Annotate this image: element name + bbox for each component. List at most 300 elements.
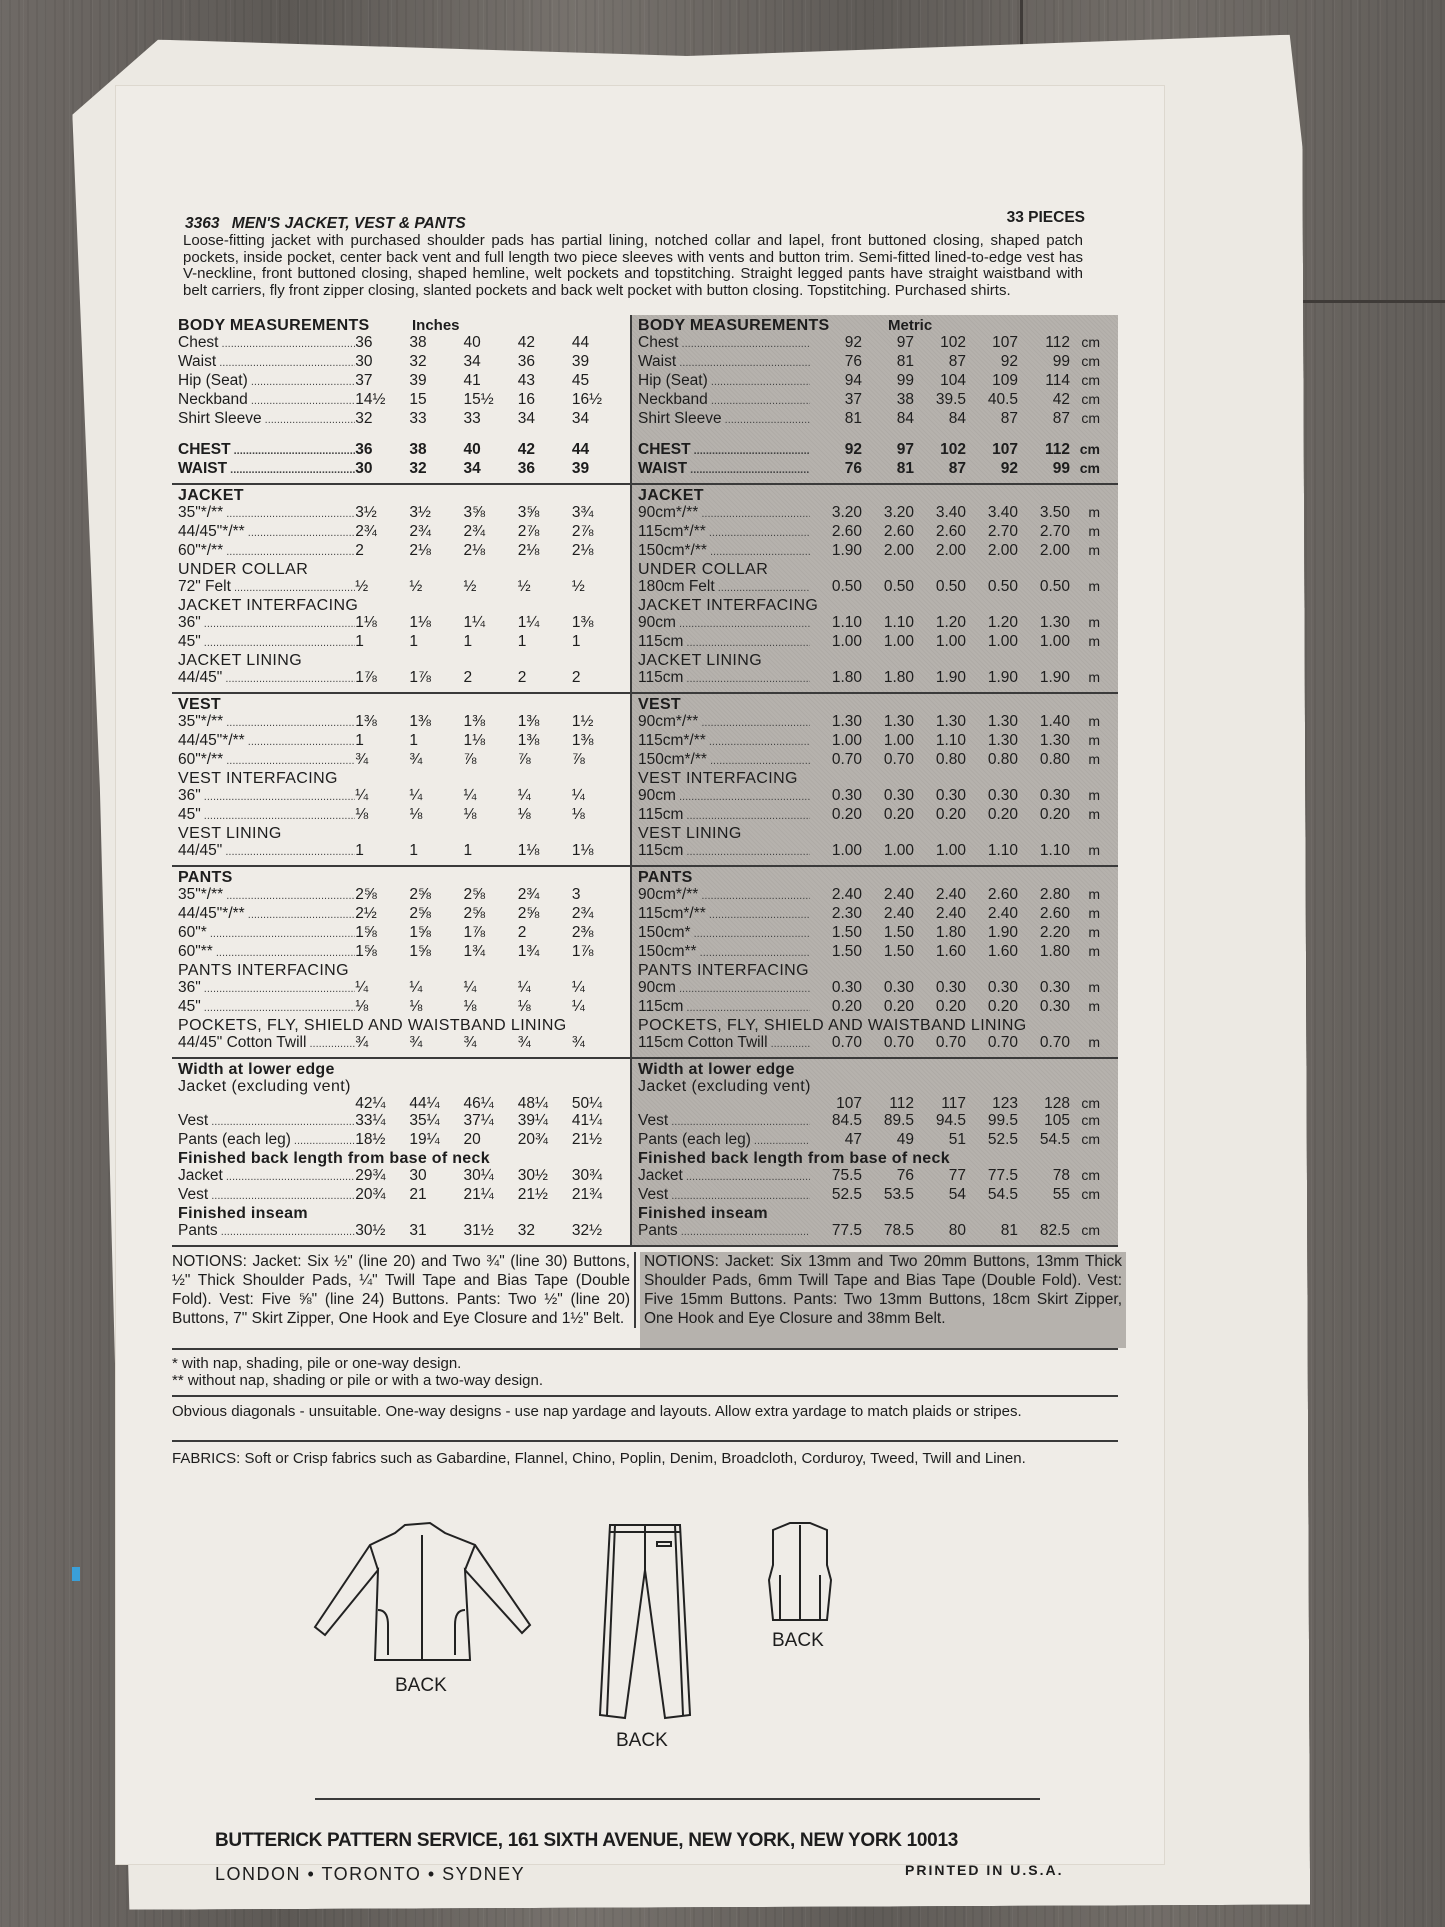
row-label: 60"*/** ..... bbox=[178, 751, 355, 770]
table-row bbox=[178, 441, 626, 460]
row-unit: m bbox=[1088, 787, 1100, 803]
row-value: 40 bbox=[463, 441, 481, 458]
table-row bbox=[178, 979, 626, 998]
row-value: 21½ bbox=[517, 1186, 548, 1203]
row-label: Vest ..... bbox=[638, 1112, 810, 1131]
row-value: 75.5 bbox=[831, 1167, 862, 1184]
row-value: 92 bbox=[1000, 460, 1018, 477]
publisher-address: BUTTERICK PATTERN SERVICE, 161 SIXTH AVENUE, NEW YORK, NEW YORK 10013 bbox=[215, 1830, 958, 1851]
row-value: 0.30 bbox=[935, 787, 966, 804]
row-value: 2⅛ bbox=[409, 542, 431, 559]
row-label: Neckband ..... bbox=[178, 391, 355, 410]
fabrics-note bbox=[172, 1450, 1118, 1467]
table-row bbox=[638, 669, 1114, 688]
row-value: 32 bbox=[355, 410, 373, 427]
row-value: 2.40 bbox=[935, 905, 966, 922]
row-label: 35"*/** ..... bbox=[178, 713, 355, 732]
row-label: 45" ..... bbox=[178, 806, 355, 825]
row-label: 44/45" ..... bbox=[178, 842, 355, 861]
row-label: 36" ..... bbox=[178, 614, 355, 633]
row-value: 2.60 bbox=[831, 523, 862, 540]
row-label: 72" Felt ..... bbox=[178, 578, 355, 597]
row-value: 2⅛ bbox=[517, 542, 540, 559]
row-value: 84 bbox=[896, 410, 914, 427]
row-value: 97 bbox=[896, 334, 914, 351]
row-label: 36" ..... bbox=[178, 787, 355, 806]
table-row bbox=[178, 542, 626, 561]
section-vest bbox=[632, 694, 1118, 867]
row-value: 34 bbox=[571, 410, 590, 427]
row-value: 3½ bbox=[355, 504, 377, 521]
table-row bbox=[638, 460, 1114, 479]
row-value: 1¾ bbox=[463, 943, 486, 960]
row-value: 1.50 bbox=[883, 924, 914, 941]
row-value: 29¾ bbox=[355, 1167, 386, 1184]
row-value: 2⅝ bbox=[463, 905, 486, 922]
table-row bbox=[638, 504, 1114, 523]
section-title: JACKET bbox=[638, 487, 704, 504]
row-value: 112 bbox=[1045, 334, 1070, 351]
row-value: 87 bbox=[1000, 410, 1018, 427]
table-row bbox=[638, 1131, 1114, 1150]
row-value: 16½ bbox=[571, 391, 603, 408]
row-label: Waist ..... bbox=[638, 353, 810, 372]
table-row bbox=[178, 353, 626, 372]
table-row bbox=[178, 842, 626, 861]
row-value: 0.20 bbox=[831, 806, 862, 823]
row-label: Shirt Sleeve ..... bbox=[178, 410, 355, 429]
row-value: 2.00 bbox=[935, 542, 966, 559]
row-value: 78.5 bbox=[883, 1222, 914, 1239]
row-value: 1⅞ bbox=[463, 924, 486, 941]
row-label: Jacket ..... bbox=[638, 1167, 810, 1186]
row-value: 109 bbox=[992, 372, 1018, 389]
row-value: 31½ bbox=[463, 1222, 494, 1239]
row-value: 1⅜ bbox=[571, 732, 594, 749]
row-value: 21¼ bbox=[463, 1186, 494, 1203]
row-value: 1⅝ bbox=[409, 943, 431, 960]
table-row bbox=[638, 806, 1114, 825]
row-value: 105 bbox=[1044, 1112, 1070, 1129]
row-value: 30 bbox=[355, 460, 373, 477]
row-value: 1¼ bbox=[463, 614, 486, 631]
row-value: 3⅝ bbox=[517, 504, 540, 521]
row-value: 0.30 bbox=[831, 979, 862, 996]
row-value: ½ bbox=[571, 578, 585, 595]
row-value: 54.5 bbox=[987, 1186, 1018, 1203]
section-title: Finished inseam bbox=[178, 1205, 308, 1222]
row-value: 42 bbox=[1052, 391, 1070, 408]
row-unit: cm bbox=[1081, 1186, 1100, 1202]
row-value: 102 bbox=[940, 441, 966, 458]
row-label: 150cm*/** ..... bbox=[638, 542, 810, 561]
row-value: 30½ bbox=[517, 1167, 548, 1184]
row-value: 2.20 bbox=[1039, 924, 1070, 941]
section-finished-measurements bbox=[632, 1059, 1118, 1247]
row-label: Neckband ..... bbox=[638, 391, 810, 410]
row-value: 76 bbox=[844, 460, 862, 477]
section-body-measurements bbox=[632, 315, 1118, 485]
row-label: 45" ..... bbox=[178, 633, 355, 652]
row-value: 37¼ bbox=[463, 1112, 494, 1129]
table-row bbox=[178, 669, 626, 688]
row-value: 30 bbox=[409, 1167, 427, 1184]
row-value: 2 bbox=[463, 669, 473, 686]
row-value: 0.30 bbox=[935, 979, 966, 996]
row-value: 1⅜ bbox=[355, 713, 377, 730]
row-label-blank bbox=[178, 1095, 355, 1112]
row-value: 0.20 bbox=[935, 806, 966, 823]
row-value: 2⅛ bbox=[571, 542, 594, 559]
row-unit: m bbox=[1088, 751, 1100, 767]
row-value: 117 bbox=[941, 1095, 966, 1112]
row-value: 21¾ bbox=[571, 1186, 603, 1203]
footnote-no-nap: ** without nap, shading or pile or with a two-way design. bbox=[172, 1372, 544, 1389]
row-value: 2 bbox=[517, 924, 527, 941]
row-value: 1.80 bbox=[831, 669, 862, 686]
row-value: ½ bbox=[409, 578, 423, 595]
table-row bbox=[178, 806, 626, 825]
row-value: 102 bbox=[940, 334, 966, 351]
row-value: 3.40 bbox=[935, 504, 966, 521]
row-value: 99.5 bbox=[987, 1112, 1018, 1129]
row-value: 36 bbox=[517, 460, 535, 477]
row-value: 15½ bbox=[463, 391, 494, 408]
subsection-title: JACKET LINING bbox=[638, 652, 763, 669]
row-value: 38 bbox=[896, 391, 914, 408]
row-value: 1.00 bbox=[831, 633, 862, 650]
row-unit: m bbox=[1088, 523, 1100, 539]
row-value: 52.5 bbox=[987, 1131, 1018, 1148]
row-value: 1.80 bbox=[883, 669, 914, 686]
row-value: 2.60 bbox=[1039, 905, 1070, 922]
section-finished-measurements bbox=[172, 1059, 632, 1247]
row-value: 44 bbox=[571, 441, 590, 458]
table-row bbox=[638, 1222, 1114, 1241]
table-row bbox=[178, 943, 626, 962]
subsection-title: JACKET LINING bbox=[178, 652, 303, 669]
row-unit: m bbox=[1088, 886, 1100, 902]
row-value: 1.30 bbox=[987, 732, 1018, 749]
row-value: 0.20 bbox=[987, 806, 1018, 823]
row-value: 0.30 bbox=[1039, 979, 1070, 996]
row-label: 115cm Cotton Twill ..... bbox=[638, 1034, 810, 1053]
row-value: ¾ bbox=[409, 751, 423, 768]
row-value: 2.60 bbox=[935, 523, 966, 540]
row-value: 2.00 bbox=[987, 542, 1018, 559]
row-value: 0.50 bbox=[831, 578, 862, 595]
row-value: 1⅛ bbox=[409, 614, 431, 631]
row-value: 3⅝ bbox=[463, 504, 486, 521]
row-value: 80 bbox=[948, 1222, 966, 1239]
row-value: ¼ bbox=[463, 787, 477, 804]
row-value: 0.50 bbox=[883, 578, 914, 595]
row-value: 81 bbox=[1000, 1222, 1018, 1239]
table-row bbox=[638, 1112, 1114, 1131]
row-value: 33¼ bbox=[355, 1112, 386, 1129]
row-value: 44¼ bbox=[409, 1095, 440, 1112]
row-unit: m bbox=[1088, 998, 1100, 1014]
row-unit: m bbox=[1088, 943, 1100, 959]
row-value: ¾ bbox=[463, 1034, 477, 1051]
section-pants bbox=[172, 867, 632, 1059]
row-value: 107 bbox=[836, 1095, 862, 1112]
row-value: 0.70 bbox=[831, 1034, 862, 1051]
row-value: 42 bbox=[517, 334, 535, 351]
row-value: 1.40 bbox=[1039, 713, 1070, 730]
row-value: 1 bbox=[355, 842, 364, 859]
row-value: 2.40 bbox=[883, 886, 914, 903]
row-value: 2 bbox=[355, 542, 364, 559]
section-title: Width at lower edge bbox=[178, 1061, 335, 1078]
row-value: ¼ bbox=[517, 787, 531, 804]
table-row bbox=[638, 905, 1114, 924]
row-value: 15 bbox=[409, 391, 427, 408]
row-label: 60"* ..... bbox=[178, 924, 355, 943]
row-value: 2⅝ bbox=[409, 886, 431, 903]
row-label: 44/45"*/** ..... bbox=[178, 905, 355, 924]
row-value: 84 bbox=[948, 410, 966, 427]
row-value: 1.10 bbox=[987, 842, 1018, 859]
row-value: ¾ bbox=[409, 1034, 423, 1051]
row-value: 1⅞ bbox=[571, 943, 594, 960]
row-value: 97 bbox=[896, 441, 914, 458]
row-value: 1 bbox=[463, 842, 473, 859]
table-row bbox=[178, 334, 626, 353]
row-value: 1.30 bbox=[1039, 732, 1070, 749]
row-value: 3 bbox=[571, 886, 581, 903]
row-value: 37 bbox=[844, 391, 862, 408]
row-value: 1.50 bbox=[831, 943, 862, 960]
row-unit: m bbox=[1088, 633, 1100, 649]
row-label: Shirt Sleeve ..... bbox=[638, 410, 810, 429]
row-value: ¾ bbox=[571, 1034, 585, 1051]
row-value: 2⅛ bbox=[463, 542, 486, 559]
row-value: 16 bbox=[517, 391, 535, 408]
row-value: 1.30 bbox=[883, 713, 914, 730]
row-value: 2⅝ bbox=[517, 905, 540, 922]
row-label: CHEST ..... bbox=[178, 441, 355, 460]
row-value: 2½ bbox=[355, 905, 377, 922]
row-value: 21½ bbox=[571, 1131, 603, 1148]
row-unit: cm bbox=[1081, 353, 1100, 369]
row-value: 1 bbox=[409, 633, 419, 650]
divider bbox=[172, 1348, 1118, 1350]
row-value: 46¼ bbox=[463, 1095, 494, 1112]
table-row bbox=[638, 578, 1114, 597]
subsection-title: VEST LINING bbox=[178, 825, 282, 842]
row-label: 44/45"*/** ..... bbox=[178, 523, 355, 542]
row-value: ⅛ bbox=[409, 998, 423, 1015]
row-value: ½ bbox=[463, 578, 477, 595]
row-label: Pants ..... bbox=[178, 1222, 355, 1241]
row-label: 36" ..... bbox=[178, 979, 355, 998]
row-value: 19¼ bbox=[409, 1131, 440, 1148]
row-value: 1 bbox=[463, 633, 473, 650]
row-value: 2.00 bbox=[883, 542, 914, 559]
row-value: 53.5 bbox=[883, 1186, 914, 1203]
row-value: 30 bbox=[355, 353, 373, 370]
table-row bbox=[638, 1095, 1114, 1112]
row-value: 44 bbox=[571, 334, 590, 351]
row-value: 1.90 bbox=[831, 542, 862, 559]
row-value: 1⅛ bbox=[355, 614, 377, 631]
row-value: 0.20 bbox=[883, 998, 914, 1015]
row-value: 112 bbox=[1044, 441, 1070, 458]
row-value: 39.5 bbox=[935, 391, 966, 408]
table-row bbox=[178, 504, 626, 523]
row-value: 1.50 bbox=[883, 943, 914, 960]
row-value: 1.90 bbox=[1039, 669, 1070, 686]
subsection-title: VEST INTERFACING bbox=[638, 770, 798, 787]
row-value: ¼ bbox=[355, 787, 369, 804]
row-value: 50¼ bbox=[571, 1095, 603, 1112]
publisher-cities: LONDON • TORONTO • SYDNEY bbox=[215, 1864, 526, 1884]
units-label: Metric bbox=[888, 317, 933, 334]
row-label: Vest ..... bbox=[178, 1112, 355, 1131]
row-value: 1.30 bbox=[1039, 614, 1070, 631]
row-value: 87 bbox=[948, 353, 966, 370]
row-label: Hip (Seat) ..... bbox=[638, 372, 810, 391]
table-row bbox=[178, 614, 626, 633]
row-value: 36 bbox=[355, 334, 373, 351]
row-value: 1⅜ bbox=[409, 713, 431, 730]
row-label: WAIST ..... bbox=[638, 460, 810, 479]
table-row bbox=[178, 1095, 626, 1112]
subsection-title: POCKETS, FLY, SHIELD AND WAISTBAND LINING bbox=[178, 1017, 567, 1034]
row-value: 2¾ bbox=[463, 523, 486, 540]
row-unit: m bbox=[1088, 578, 1100, 594]
row-value: 1.10 bbox=[883, 614, 914, 631]
row-value: ½ bbox=[517, 578, 531, 595]
row-unit: cm bbox=[1081, 410, 1100, 426]
row-value: 36 bbox=[517, 353, 535, 370]
row-value: 1⅜ bbox=[463, 713, 486, 730]
row-value: 1⅝ bbox=[355, 943, 377, 960]
pattern-number: 3363 bbox=[185, 215, 220, 232]
row-value: 2.70 bbox=[987, 523, 1018, 540]
row-value: 0.80 bbox=[987, 751, 1018, 768]
table-row bbox=[638, 410, 1114, 429]
pieces-count: 33 PIECES bbox=[1006, 209, 1085, 226]
section-title: PANTS bbox=[638, 869, 693, 886]
row-label: 90cm ..... bbox=[638, 787, 810, 806]
row-value: 1.80 bbox=[1039, 943, 1070, 960]
row-label: 115cm ..... bbox=[638, 633, 810, 652]
row-value: 78 bbox=[1052, 1167, 1070, 1184]
row-value: 2⅜ bbox=[571, 924, 594, 941]
row-value: 92 bbox=[844, 334, 862, 351]
row-value: 82.5 bbox=[1039, 1222, 1070, 1239]
row-value: 89.5 bbox=[883, 1112, 914, 1129]
table-row bbox=[638, 924, 1114, 943]
row-value: 2.40 bbox=[831, 886, 862, 903]
table-row bbox=[638, 713, 1114, 732]
row-value: ⅛ bbox=[463, 998, 477, 1015]
row-unit: cm bbox=[1081, 391, 1100, 407]
row-value: 38 bbox=[409, 441, 427, 458]
row-value: 48¼ bbox=[517, 1095, 548, 1112]
row-value: ⅞ bbox=[571, 751, 585, 768]
section-title: BODY MEASUREMENTS bbox=[178, 317, 370, 334]
row-value: 1.60 bbox=[935, 943, 966, 960]
table-row bbox=[638, 1034, 1114, 1053]
row-value: 99 bbox=[1052, 353, 1070, 370]
row-value: 0.70 bbox=[883, 751, 914, 768]
row-value: 54.5 bbox=[1039, 1131, 1070, 1148]
row-value: 1¾ bbox=[517, 943, 540, 960]
row-value: 76 bbox=[896, 1167, 914, 1184]
row-label: Vest ..... bbox=[638, 1186, 810, 1205]
row-unit: m bbox=[1088, 504, 1100, 520]
row-value: 1¼ bbox=[517, 614, 540, 631]
table-row bbox=[178, 998, 626, 1017]
row-value: 1⅜ bbox=[571, 614, 594, 631]
row-label: 60"** ..... bbox=[178, 943, 355, 962]
row-value: 1⅞ bbox=[355, 669, 377, 686]
row-value: 77.5 bbox=[831, 1222, 862, 1239]
row-value: 0.30 bbox=[831, 787, 862, 804]
row-unit: m bbox=[1088, 842, 1100, 858]
row-label: 180cm Felt ..... bbox=[638, 578, 810, 597]
row-value: 0.30 bbox=[883, 979, 914, 996]
table-row bbox=[638, 391, 1114, 410]
metric-column bbox=[632, 315, 1118, 1247]
row-value: 81 bbox=[844, 410, 862, 427]
row-value: 1.20 bbox=[935, 614, 966, 631]
row-value: 2.30 bbox=[831, 905, 862, 922]
row-label: 115cm ..... bbox=[638, 842, 810, 861]
subsection-title: JACKET INTERFACING bbox=[178, 597, 359, 614]
row-value: 123 bbox=[992, 1095, 1018, 1112]
table-row bbox=[638, 633, 1114, 652]
footnote-nap: * with nap, shading, pile or one-way design. bbox=[172, 1355, 462, 1372]
section-title: Width at lower edge bbox=[638, 1061, 795, 1078]
row-label: Hip (Seat) ..... bbox=[178, 372, 355, 391]
row-value: 30¼ bbox=[463, 1167, 494, 1184]
row-value: ¼ bbox=[409, 979, 423, 996]
row-value: 34 bbox=[463, 460, 481, 477]
row-label: Vest ..... bbox=[178, 1186, 355, 1205]
section-title: VEST bbox=[638, 696, 681, 713]
row-value: 3¾ bbox=[571, 504, 594, 521]
row-value: 32 bbox=[409, 353, 427, 370]
table-row bbox=[178, 1222, 626, 1241]
row-value: 14½ bbox=[355, 391, 386, 408]
row-label: 90cm ..... bbox=[638, 979, 810, 998]
row-value: 34 bbox=[517, 410, 535, 427]
row-value: 38 bbox=[409, 334, 427, 351]
row-label: 60"*/** ..... bbox=[178, 542, 355, 561]
row-unit: cm bbox=[1081, 1112, 1100, 1128]
row-unit: m bbox=[1088, 806, 1100, 822]
subsection-title: PANTS INTERFACING bbox=[178, 962, 349, 979]
divider bbox=[172, 1440, 1118, 1442]
row-value: 0.50 bbox=[935, 578, 966, 595]
row-unit: m bbox=[1088, 924, 1100, 940]
row-value: 0.70 bbox=[1039, 1034, 1070, 1051]
subsection-title: VEST LINING bbox=[638, 825, 742, 842]
row-value: 3.20 bbox=[883, 504, 914, 521]
row-value: 1.10 bbox=[831, 614, 862, 631]
table-row bbox=[178, 410, 626, 429]
row-value: ⅛ bbox=[517, 806, 531, 823]
row-value: 36 bbox=[355, 441, 373, 458]
row-value: ⅛ bbox=[355, 998, 369, 1015]
row-label: 115cm ..... bbox=[638, 669, 810, 688]
row-value: 2.40 bbox=[883, 905, 914, 922]
table-row bbox=[178, 1131, 626, 1150]
